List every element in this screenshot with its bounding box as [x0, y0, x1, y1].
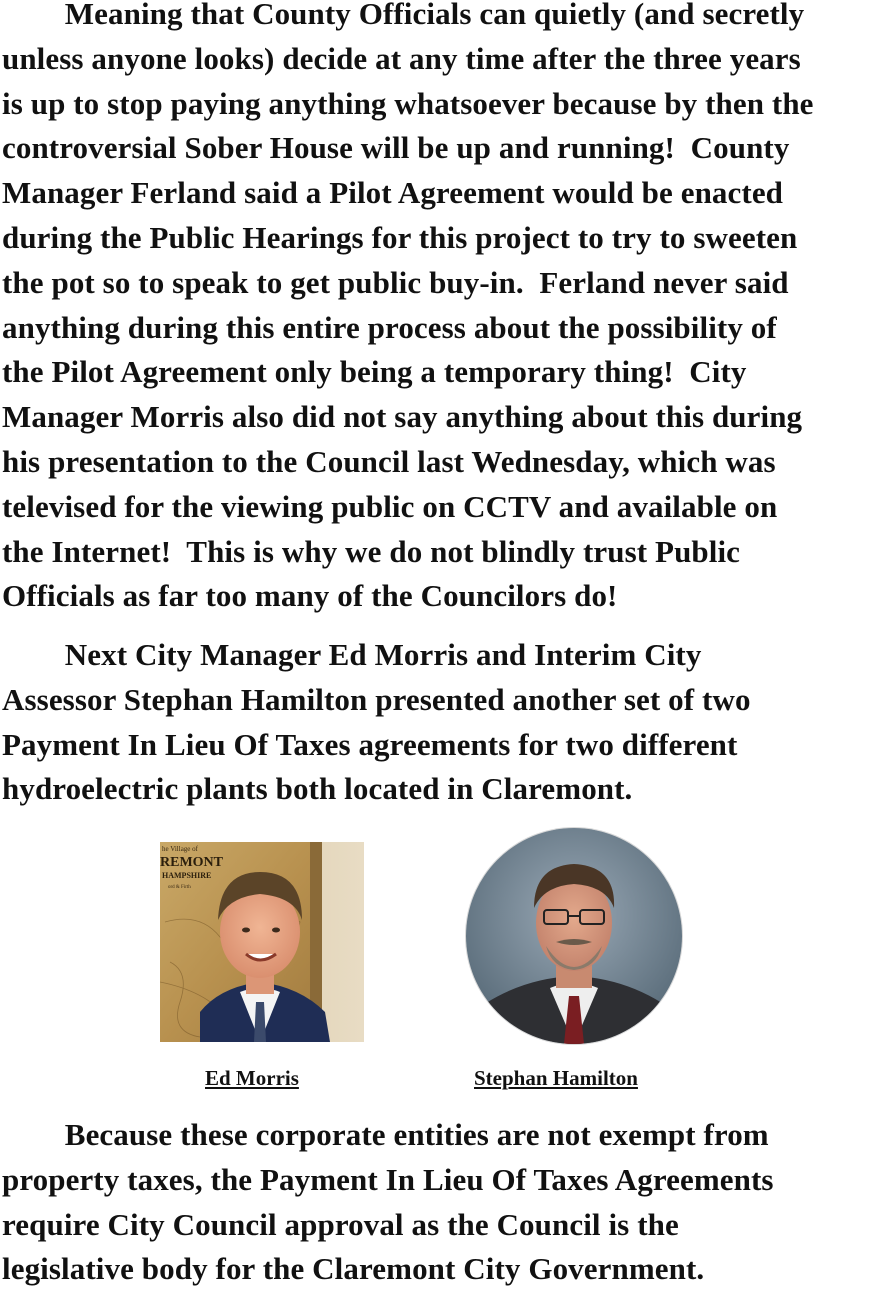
text-line: is up to stop paying anything whatsoever because by then the	[2, 85, 814, 121]
text-line: the pot so to speak to get public buy-in. Ferland never said	[2, 264, 789, 300]
text-line: hydroelectric plants both located in Claremont.	[2, 771, 633, 807]
text-line: controversial Sober House will be up and running! County	[2, 130, 790, 166]
paragraph-council-approval	[2, 1113, 774, 1292]
text-line: unless anyone looks) decide at any time after the three years	[2, 40, 801, 76]
text-line: Manager Morris also did not say anything about this during	[2, 399, 803, 435]
text-line: during the Public Hearings for this project to try to sweeten	[2, 219, 798, 255]
text-line: Officials as far too many of the Councilors do!	[2, 578, 618, 614]
map-text: HAMPSHIRE	[162, 871, 212, 880]
paragraph-county-officials	[2, 0, 814, 619]
text-line: legislative body for the Claremont City Government.	[2, 1251, 705, 1287]
text-line: Payment In Lieu Of Taxes agreements for two different	[2, 726, 738, 762]
text-line: Meaning that County Officials can quietly (and secretly	[2, 0, 805, 31]
text-line: televised for the viewing public on CCTV and available on	[2, 488, 778, 524]
text-line: Assessor Stephan Hamilton presented another set of two	[2, 681, 751, 717]
map-text: he Village of	[162, 845, 198, 853]
text-line: the Pilot Agreement only being a temporary thing! City	[2, 354, 747, 390]
text-line: Next City Manager Ed Morris and Interim City	[2, 637, 702, 672]
text-line: require City Council approval as the Council is the	[2, 1206, 679, 1242]
stephan-hamilton-caption: Stephan Hamilton	[474, 1066, 638, 1090]
text-line: his presentation to the Council last Wednesday, which was	[2, 443, 776, 479]
text-line: Manager Ferland said a Pilot Agreement would be enacted	[2, 175, 784, 211]
ed-morris-caption: Ed Morris	[205, 1066, 299, 1090]
stephan-hamilton-photo	[466, 828, 682, 1044]
text-line: anything during this entire process about the possibility of	[2, 309, 777, 345]
ed-morris-photo	[160, 842, 364, 1042]
paragraph-pilot-agreements	[2, 633, 751, 812]
text-line: the Internet! This is why we do not blindly trust Public	[2, 533, 741, 569]
map-text: REMONT	[160, 855, 223, 870]
map-text: ord & Firth	[168, 885, 191, 890]
text-line: Because these corporate entities are not exempt from	[2, 1117, 769, 1152]
text-line: property taxes, the Payment In Lieu Of Taxes Agreements	[2, 1161, 774, 1197]
